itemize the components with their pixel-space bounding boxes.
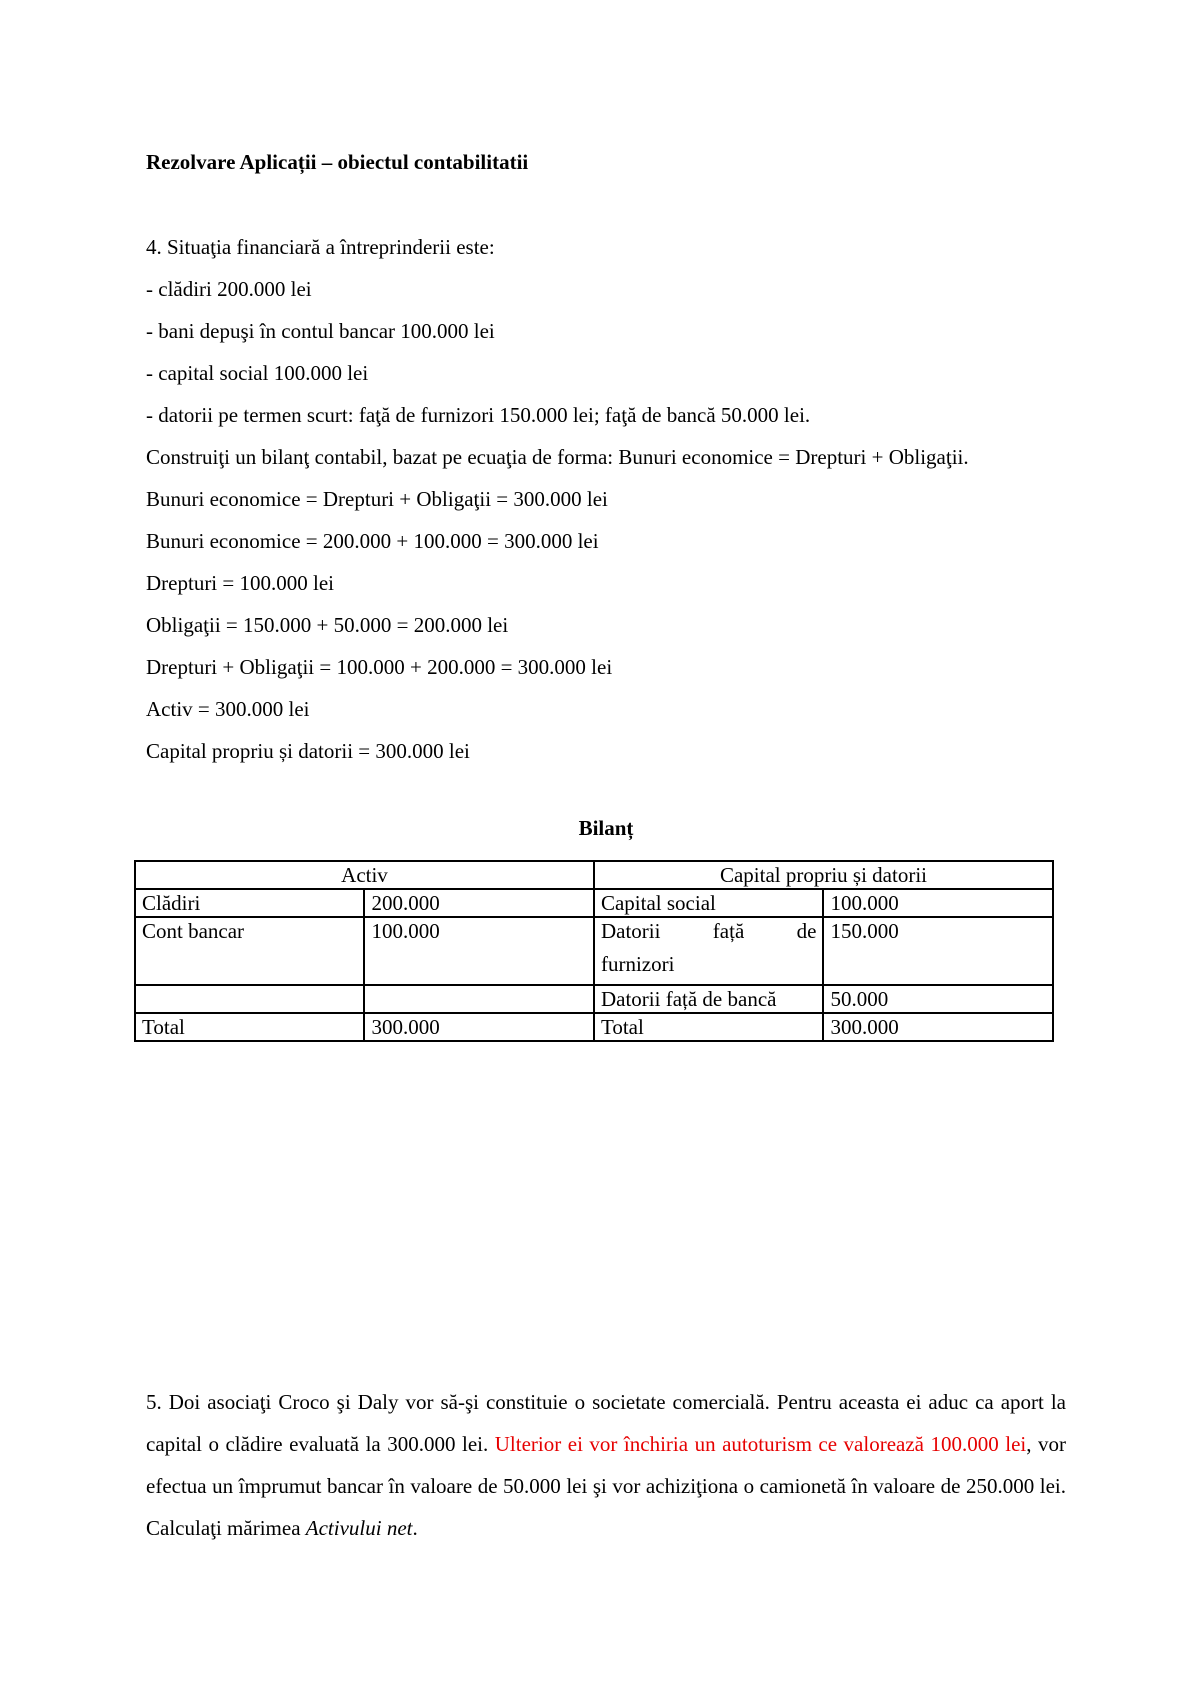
- problem4-item: - datorii pe termen scurt: faţă de furnizori 150.000 lei; faţă de bancă 50.000 lei.: [146, 403, 811, 427]
- document-body: [142, 148, 1067, 1540]
- cell-activ-value: 100.000: [364, 917, 593, 985]
- problem4-item: - capital social 100.000 lei: [146, 361, 369, 385]
- solution-line: Capital propriu și datorii = 300.000 lei: [146, 739, 470, 763]
- header-capital: Capital propriu și datorii: [594, 861, 1053, 889]
- problem5-paragraph: [146, 1381, 1066, 1549]
- solution-line: Drepturi + Obligaţii = 100.000 + 200.000 = 300.000 lei: [146, 655, 613, 679]
- cell-activ-value: [364, 985, 593, 1013]
- bilant-table: [134, 860, 1054, 1042]
- cell-activ-value: 300.000: [364, 1013, 593, 1041]
- solution-line: Activ = 300.000 lei: [146, 697, 310, 721]
- cell-pasiv-value: 50.000: [823, 985, 1053, 1013]
- header-activ: Activ: [135, 861, 594, 889]
- cell-pasiv-value: 100.000: [823, 889, 1053, 917]
- table-row: [135, 889, 1053, 917]
- cell-activ-label: Cont bancar: [135, 917, 364, 985]
- cell-activ-label: Clădiri: [135, 889, 364, 917]
- problem4-task: Construiţi un bilanţ contabil, bazat pe ecuaţia de forma: Bunuri economice = Drepturi + Obligaţii.: [146, 445, 969, 469]
- problem4-item: - bani depuşi în contul bancar 100.000 lei: [146, 319, 495, 343]
- cell-pasiv-value: 300.000: [823, 1013, 1053, 1041]
- table-header-row: [135, 861, 1053, 889]
- cell-activ-label: Total: [135, 1013, 364, 1041]
- table-row: [135, 985, 1053, 1013]
- cell-pasiv-value: 150.000: [823, 917, 1053, 985]
- label-word: Datorii: [600, 919, 661, 943]
- label-word: de: [796, 919, 817, 943]
- problem4-item: - clădiri 200.000 lei: [146, 277, 312, 301]
- cell-pasiv-label: Datorii față de bancă: [594, 985, 823, 1013]
- bilant-title: Bilanț: [578, 816, 634, 840]
- cell-pasiv-label: Capital social: [594, 889, 823, 917]
- cell-activ-label: [135, 985, 364, 1013]
- solution-line: Bunuri economice = 200.000 + 100.000 = 300.000 lei: [146, 529, 599, 553]
- problem5-highlighted-text: Ulterior ei vor închiria un autoturism ce valorează 100.000 lei: [494, 1432, 1027, 1456]
- label-word: față: [712, 919, 745, 943]
- table-total-row: [135, 1013, 1053, 1041]
- justified-label-line: [601, 918, 816, 944]
- cell-activ-value: 200.000: [364, 889, 593, 917]
- solution-line: Bunuri economice = Drepturi + Obligaţii = 300.000 lei: [146, 487, 608, 511]
- cell-pasiv-label: [594, 917, 823, 985]
- solution-line: Drepturi = 100.000 lei: [146, 571, 334, 595]
- label-line-2: furnizori: [600, 952, 675, 976]
- table-row: [135, 917, 1053, 985]
- document-title: Rezolvare Aplicații – obiectul contabilitatii: [146, 150, 529, 174]
- problem4-intro: 4. Situaţia financiară a întreprinderii este:: [146, 235, 495, 259]
- solution-line: Obligaţii = 150.000 + 50.000 = 200.000 lei: [146, 613, 509, 637]
- problem5-text: 5. Doi asociaţi Croco şi Daly vor să-şi constituie o societate comercială. Pentru aceasta ei aduc ca aport la capital o clădire evaluată la 300.000 lei.: [146, 1390, 1066, 1456]
- problem5-italic-term: Activului net: [305, 1516, 413, 1540]
- cell-pasiv-label: Total: [594, 1013, 823, 1041]
- problem5-text: .: [412, 1516, 418, 1540]
- problem5-text: , vor efectua un împrumut bancar în valoare de 50.000 lei şi vor achiziţiona o camionetă în valoare de 250.000 lei. Calculaţi mărimea: [146, 1432, 1067, 1540]
